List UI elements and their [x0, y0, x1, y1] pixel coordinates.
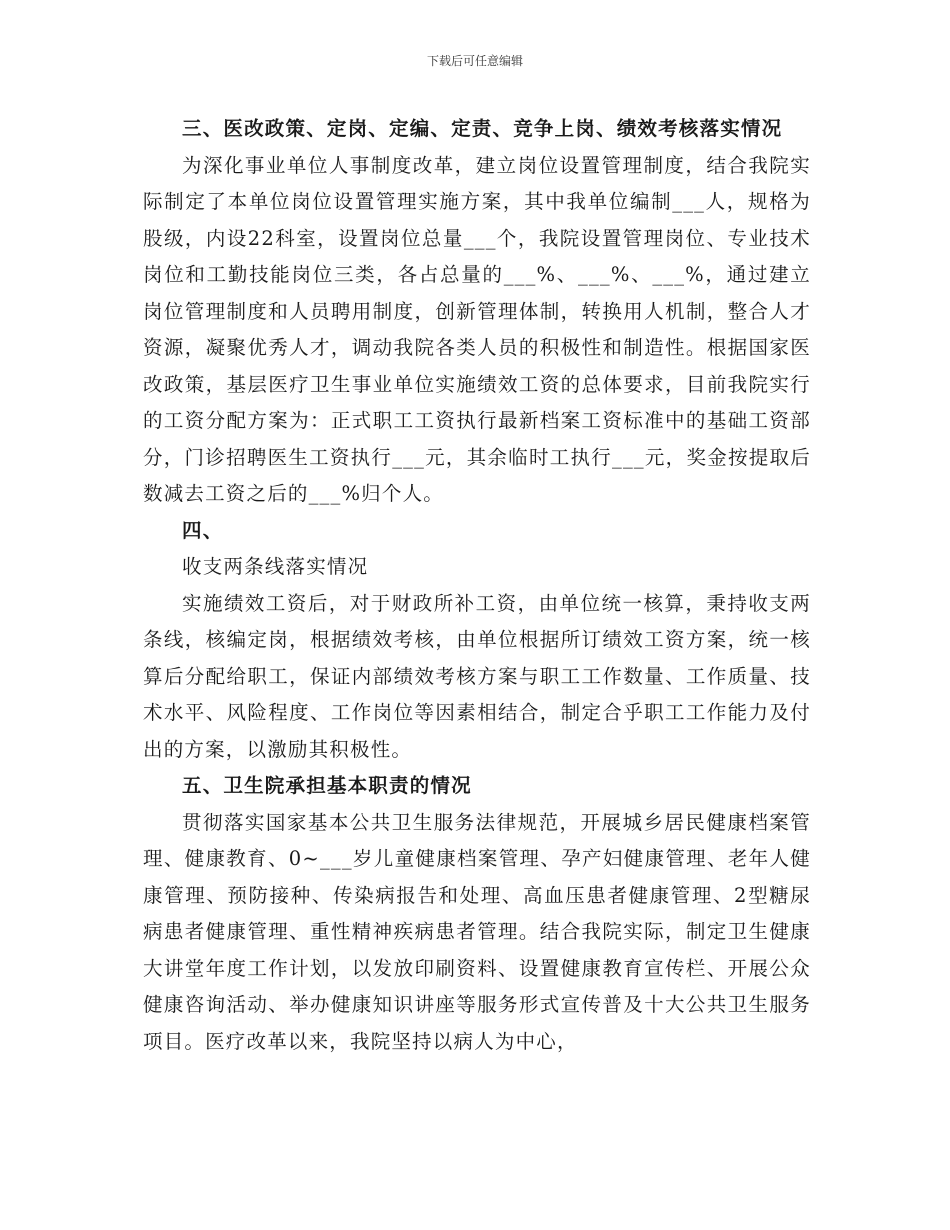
section-3-paragraph: 为深化事业单位人事制度改革，建立岗位设置管理制度，结合我院实际制定了本单位岗位设置管理实施方案，其中我单位编制___人，规格为股级，内设22科室，设置岗位总量___个，我院设置管理岗位、专业技术岗位和工勤技能岗位三类，各占总量的___%、___%、___%，通过建立岗位管理制度和人员聘用制度，创新管理体制，转换用人机制，整合人才资源，凝聚优秀人才，调动我院各类人员的积极性和制造性。根据国家医改政策，基层医疗卫生事业单位实施绩效工资的总体要求，目前我院实行的工资分配方案为：正式职工工资执行最新档案工资标准中的基础工资部分，门诊招聘医生工资执行___元，其余临时工执行___元，奖金按提取后数减去工资之后的___%归个人。: [143, 153, 811, 505]
section-4-subheading: 收支两条线落实情况: [182, 555, 369, 578]
section-4-heading: 四、: [182, 518, 224, 542]
section-3-heading: 三、医改政策、定岗、定编、定责、竞争上岗、绩效考核落实情况: [182, 117, 783, 140]
page-header: 下载后可任意编辑: [426, 54, 523, 68]
section-5-heading: 五、卫生院承担基本职责的情况: [182, 774, 472, 797]
section-5-paragraph: 贯彻落实国家基本公共卫生服务法律规范，开展城乡居民健康档案管理、健康教育、0~___岁儿童健康档案管理、孕产妇健康管理、老年人健康管理、预防接种、传染病报告和处理、高血压患者健康管理、2型糖尿病患者健康管理、重性精神疾病患者管理。结合我院实际，制定卫生健康大讲堂年度工作计划，以发放印刷资料、设置健康教育宣传栏、开展公众健康咨询活动、举办健康知识讲座等服务形式宣传普及十大公共卫生服务项目。医疗改革以来，我院坚持以病人为中心，: [143, 810, 811, 1053]
document-body: [143, 111, 811, 1060]
section-4-paragraph: 实施绩效工资后，对于财政所补工资，由单位统一核算，秉持收支两条线，核编定岗，根据绩效考核，由单位根据所订绩效工资方案，统一核算后分配给职工，保证内部绩效考核方案与职工工作数量、工作质量、技术水平、风险程度、工作岗位等因素相结合，制定合乎职工工作能力及付出的方案，以激励其积极性。: [143, 591, 811, 761]
